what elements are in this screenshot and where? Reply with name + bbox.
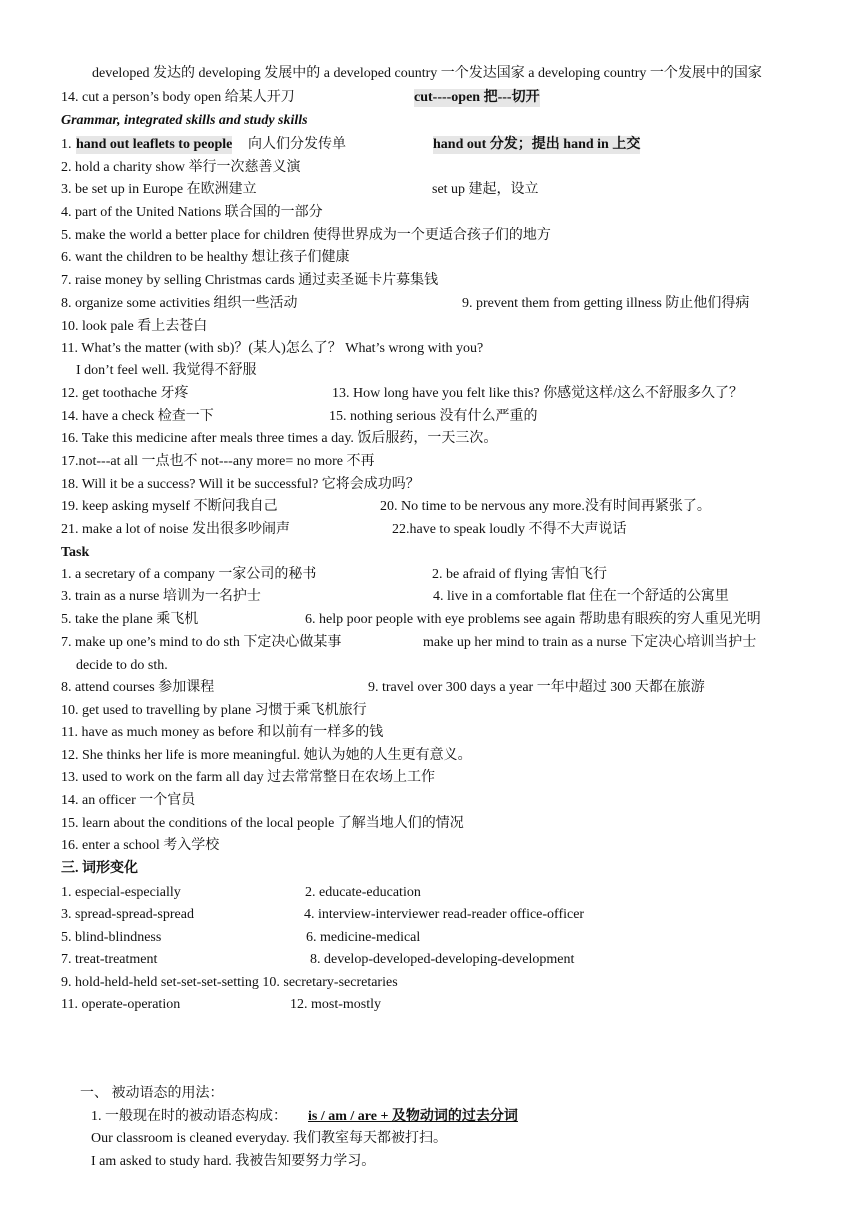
grammar-line-17: 17.not---at all 一点也不 not---any more= no more 不再: [61, 454, 375, 469]
line-left: 3. spread-spread-spread: [61, 907, 194, 922]
line-right: 20. No time to be nervous any more.没有时间再紧张了。: [380, 499, 711, 514]
line-left: 19. keep asking myself 不断问我自己: [61, 499, 278, 514]
passive-example-2: I am asked to study hard. 我被告知要努力学习。: [91, 1154, 376, 1169]
line-right: 6. help poor people with eye problems see again 帮助患有眼疾的穷人重见光明: [305, 612, 761, 627]
line-left: 8. organize some activities 组织一些活动: [61, 296, 298, 311]
line-right: 2. be afraid of flying 害怕飞行: [432, 567, 607, 582]
line-right: 9. prevent them from getting illness 防止他们得病: [462, 296, 750, 311]
task-line-10: 10. get used to travelling by plane 习惯于乘飞机旅行: [61, 703, 367, 718]
line-left: 11. operate-operation: [61, 997, 181, 1012]
line-right: 13. How long have you felt like this? 你感觉这样/这么不舒服多久了？: [332, 386, 744, 401]
hand-out-phrase: hand out leaflets to people: [76, 137, 233, 152]
task-line-16: 16. enter a school 考入学校: [61, 838, 220, 853]
task-line-15: 15. learn about the conditions of the local people 了解当地人们的情况: [61, 816, 464, 831]
task-line-12: 12. She thinks her life is more meaningful. 她认为她的人生更有意义。: [61, 748, 472, 763]
grammar-line-10: 10. look pale 看上去苍白: [61, 319, 208, 334]
grammar-line-18: 18. Will it be a success? Will it be successful? 它将会成功吗？: [61, 477, 420, 492]
task-line-7c: decide to do sth.: [76, 658, 168, 673]
line-right: 8. develop-developed-developing-development: [310, 952, 575, 967]
line-right: 2. educate-education: [305, 885, 421, 900]
line-right: 22.have to speak loudly 不得不大声说话: [392, 522, 627, 537]
line-left: 3. be set up in Europe 在欧洲建立: [61, 182, 257, 197]
line-right: 12. most-mostly: [290, 997, 382, 1012]
grammar-line-7: 7. raise money by selling Christmas cards 通过卖圣诞卡片募集钱: [61, 273, 439, 288]
line-left: 3. train as a nurse 培训为一名护士: [61, 589, 261, 604]
line-left: 7. treat-treatment: [61, 952, 158, 967]
task-heading: Task: [61, 545, 90, 560]
line-right: 4. live in a comfortable flat 住在一个舒适的公寓里: [433, 589, 729, 604]
line-number: 1.: [61, 137, 72, 152]
grammar-heading: Grammar, integrated skills and study skills: [61, 113, 308, 128]
grammar-line-4: 4. part of the United Nations 联合国的一部分: [61, 205, 323, 220]
line-left: 12. get toothache 牙疼: [61, 386, 189, 401]
grammar-line-2: 2. hold a charity show 举行一次慈善义演: [61, 160, 301, 175]
line-left: 1. a secretary of a company 一家公司的秘书: [61, 567, 317, 582]
grammar-line-11: 11. What’s the matter (with sb)？(某人)怎么了？ What’s wrong with you?: [61, 341, 484, 356]
grammar-line-11b: I don’t feel well. 我觉得不舒服: [76, 363, 257, 378]
item-14-phrase: 14. cut a person’s body open 给某人开刀: [61, 90, 295, 105]
passive-example-1: Our classroom is cleaned everyday. 我们教室每天都被打扫。: [91, 1131, 448, 1146]
line-left: 5. blind-blindness: [61, 930, 162, 945]
developed-line: developed 发达的 developing 发展中的 a developed country 一个发达国家 a developing country 一个发展中的国家: [92, 66, 762, 81]
line-left: 5. take the plane 乘飞机: [61, 612, 199, 627]
line-right: 15. nothing serious 没有什么严重的: [329, 409, 538, 424]
line-right: 6. medicine-medical: [306, 930, 421, 945]
grammar-line-6: 6. want the children to be healthy 想让孩子们健康: [61, 250, 350, 265]
hand-out-note: hand out 分发；提出 hand in 上交: [433, 137, 641, 152]
line-right: set up 建起，设立: [432, 182, 539, 197]
line-left: 1. 一般现在时的被动语态构成：: [91, 1109, 287, 1124]
wordforms-line-9: 9. hold-held-held set-set-set-setting 10. secretary-secretaries: [61, 975, 398, 990]
line-left: 1. especial-especially: [61, 885, 181, 900]
line-left: 7. make up one’s mind to do sth 下定决心做某事: [61, 635, 342, 650]
task-line-13: 13. used to work on the farm all day 过去常常整日在农场上工作: [61, 770, 436, 785]
line-right: 9. travel over 300 days a year 一年中超过 300 天都在旅游: [368, 680, 705, 695]
task-line-11: 11. have as much money as before 和以前有一样多的钱: [61, 725, 384, 740]
passive-heading: 一、 被动语态的用法：: [80, 1086, 224, 1101]
grammar-line-16: 16. Take this medicine after meals three times a day. 饭后服药，一天三次。: [61, 431, 498, 446]
passive-formula: is / am / are + 及物动词的过去分词: [308, 1109, 518, 1124]
item-14-note: cut----open 把---切开: [414, 90, 540, 105]
task-line-14: 14. an officer 一个官员: [61, 793, 196, 808]
line-right: make up her mind to train as a nurse 下定决心培训当护士: [423, 635, 757, 650]
wordforms-heading: 三. 词形变化: [61, 861, 138, 876]
line-right: 4. interview-interviewer read-reader office-officer: [304, 907, 585, 922]
hand-out-translation: 向人们分发传单: [248, 137, 346, 152]
line-left: 21. make a lot of noise 发出很多吵闹声: [61, 522, 291, 537]
line-left: 14. have a check 检查一下: [61, 409, 214, 424]
line-left: 8. attend courses 参加课程: [61, 680, 215, 695]
grammar-line-5: 5. make the world a better place for children 使得世界成为一个更适合孩子们的地方: [61, 228, 551, 243]
